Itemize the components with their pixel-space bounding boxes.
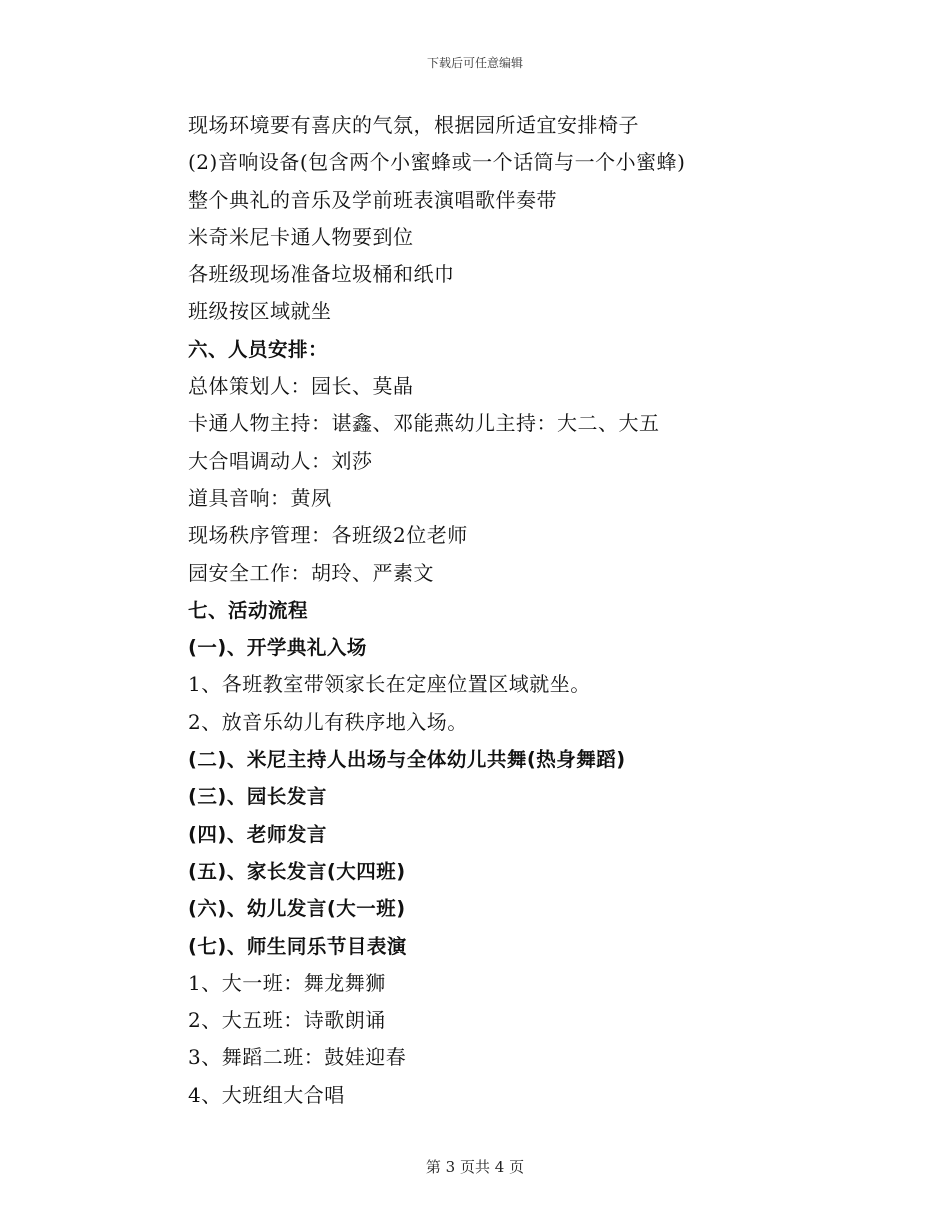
section-heading: (一)、开学典礼入场 bbox=[188, 636, 367, 660]
page-header: 下载后可任意编辑 bbox=[426, 56, 523, 70]
body-line: 米奇米尼卡通人物要到位 bbox=[188, 224, 414, 249]
body-line: 园安全工作：胡玲、严素文 bbox=[188, 560, 434, 585]
section-heading: (五)、家长发言(大四班) bbox=[188, 859, 406, 883]
section-heading: (七)、师生同乐节目表演 bbox=[188, 934, 407, 958]
section-heading: (二)、米尼主持人出场与全体幼儿共舞(热身舞蹈) bbox=[188, 748, 626, 772]
body-line: 3、舞蹈二班：鼓娃迎春 bbox=[188, 1045, 407, 1070]
body-line: 现场秩序管理：各班级2位老师 bbox=[188, 523, 468, 548]
body-line: 1、大一班：舞龙舞狮 bbox=[188, 970, 386, 995]
document-body bbox=[188, 107, 888, 1114]
body-line: 2、大五班：诗歌朗诵 bbox=[188, 1008, 386, 1033]
body-line: 整个典礼的音乐及学前班表演唱歌伴奏带 bbox=[188, 187, 557, 212]
section-heading: (四)、老师发言 bbox=[188, 822, 327, 846]
body-line: 4、大班组大合唱 bbox=[188, 1082, 345, 1107]
section-heading: 七、活动流程 bbox=[188, 598, 309, 622]
body-line: 大合唱调动人：刘莎 bbox=[188, 448, 373, 473]
section-heading: 六、人员安排： bbox=[188, 337, 329, 361]
body-line: 卡通人物主持：谌鑫、邓能燕幼儿主持：大二、大五 bbox=[188, 411, 660, 436]
section-heading: (三)、园长发言 bbox=[188, 785, 327, 809]
body-line: 道具音响：黄夙 bbox=[188, 485, 332, 510]
section-heading: (六)、幼儿发言(大一班) bbox=[188, 897, 406, 921]
body-line: 各班级现场准备垃圾桶和纸巾 bbox=[188, 262, 455, 287]
body-line: 现场环境要有喜庆的气氛，根据园所适宜安排椅子 bbox=[188, 113, 639, 137]
body-line: 班级按区域就坐 bbox=[188, 299, 332, 324]
body-line: 2、放音乐幼儿有秩序地入场。 bbox=[188, 709, 468, 734]
body-line: 1、各班教室带领家长在定座位置区域就坐。 bbox=[188, 672, 591, 697]
body-line: 总体策划人：园长、莫晶 bbox=[188, 374, 414, 399]
body-line: (2)音响设备(包含两个小蜜蜂或一个话筒与一个小蜜蜂) bbox=[188, 150, 686, 175]
page-footer: 第 3 页共 4 页 bbox=[425, 1158, 525, 1176]
